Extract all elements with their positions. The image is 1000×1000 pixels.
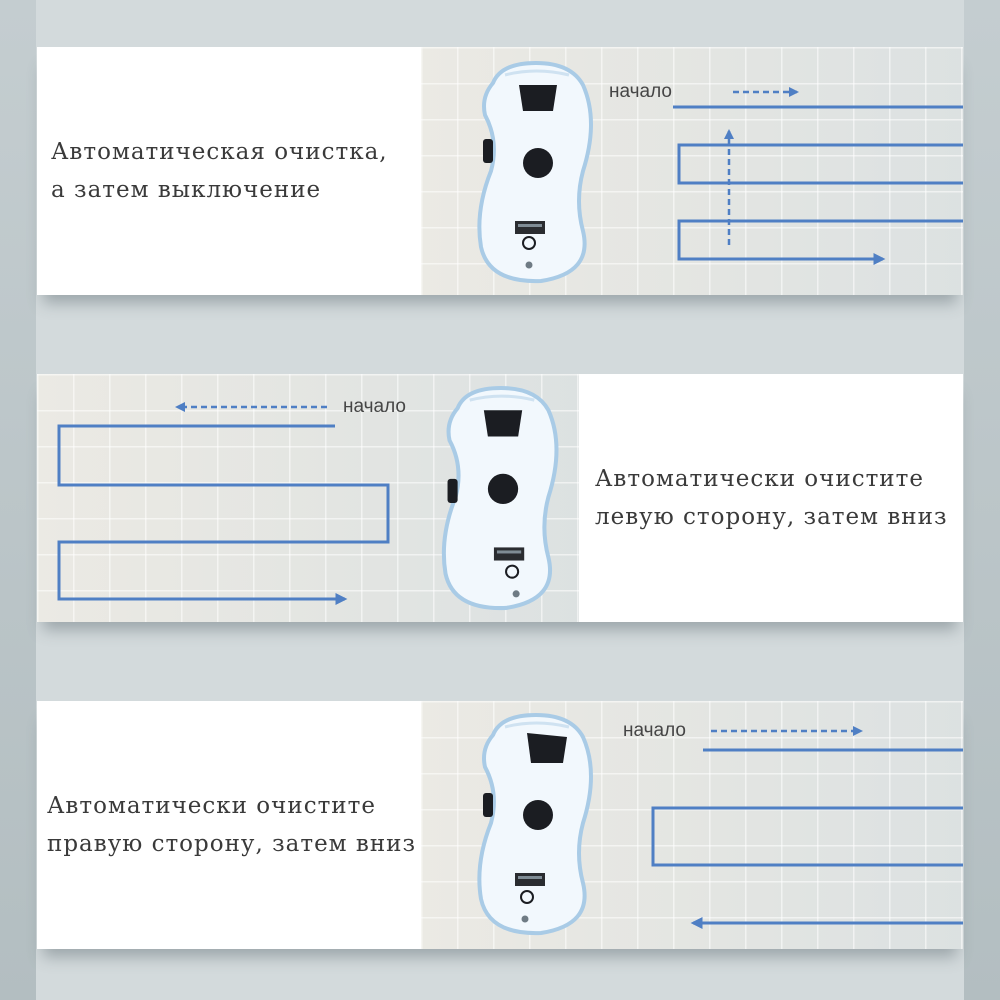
description-line-2: правую сторону, затем вниз	[47, 831, 417, 857]
mode-panel-auto	[37, 47, 963, 295]
start-label: начало	[609, 81, 672, 102]
start-label: начало	[623, 720, 686, 741]
mode-panel-left	[37, 374, 963, 622]
mode-illustration	[421, 701, 963, 949]
window-cleaning-robot-icon	[471, 713, 601, 939]
window-cleaning-robot-icon	[471, 61, 601, 287]
mode-illustration	[37, 374, 579, 622]
mode-description	[37, 701, 421, 949]
description-line-1: Автоматическая очистка,	[51, 139, 388, 165]
mode-panel-right	[37, 701, 963, 949]
start-label: начало	[343, 396, 406, 417]
mode-description	[37, 47, 421, 295]
window-cleaning-robot-icon	[435, 386, 567, 614]
description-line-2: а затем выключение	[51, 177, 322, 203]
description-line-1: Автоматически очистите	[595, 466, 924, 492]
mode-description	[579, 374, 963, 622]
description-line-2: левую сторону, затем вниз	[595, 504, 948, 530]
mode-illustration	[421, 47, 963, 295]
description-line-1: Автоматически очистите	[47, 793, 376, 819]
